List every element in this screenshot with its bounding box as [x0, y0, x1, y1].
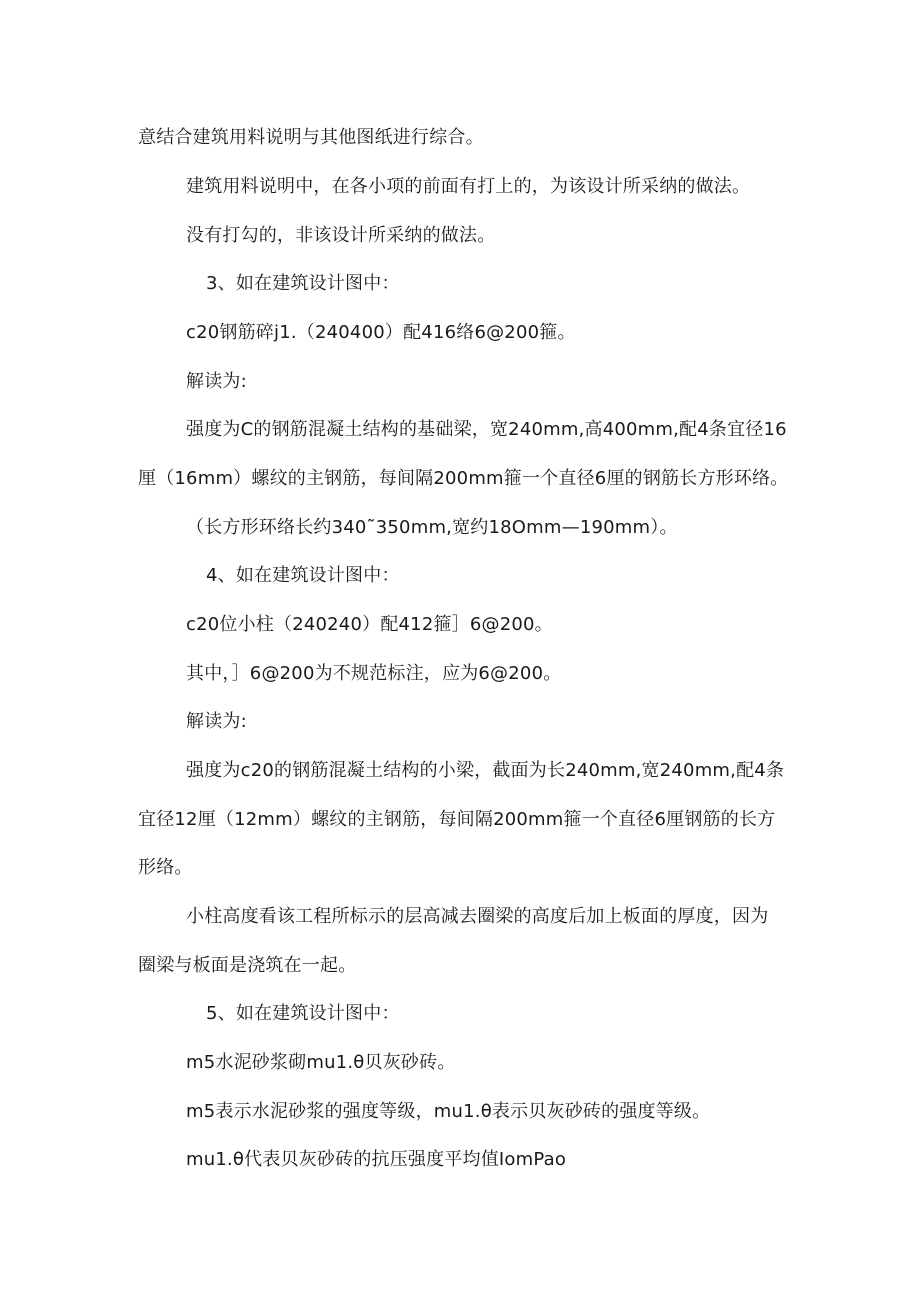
text-line-1: 意结合建筑用料说明与其他图纸进行综合。	[138, 127, 484, 148]
text-line-11: c20位小柱（240240）配412箍］6@200。	[186, 614, 553, 635]
section-heading-5: 5、如在建筑设计图中：	[206, 1003, 400, 1024]
text-line-15: 宜径12厘（12mm）螺纹的主钢筋，每间隔200mm箍一个直径6厘钢筋的长方	[138, 809, 776, 830]
text-line-21: m5表示水泥砂浆的强度等级，mu1.θ表示贝灰砂砖的强度等级。	[186, 1101, 711, 1122]
text-line-17: 小柱高度看该工程所标示的层高减去圈梁的高度后加上板面的厚度，因为	[186, 906, 769, 927]
text-line-16: 形络。	[138, 857, 193, 878]
text-line-3: 没有打勾的，非该设计所采纳的做法。	[186, 225, 496, 246]
text-line-12: 其中，］6@200为不规范标注，应为6@200。	[186, 663, 562, 684]
text-line-13: 解读为:	[186, 711, 247, 732]
text-line-2: 建筑用料说明中，在各小项的前面有打上的，为该设计所采纳的做法。	[186, 176, 751, 197]
text-line-5: c20钢筋碎j1.（240400）配416络6@200箍。	[186, 322, 576, 343]
text-line-20: m5水泥砂浆砌mu1.θ贝灰砂砖。	[186, 1052, 456, 1073]
text-line-8: 厘（16mm）螺纹的主钢筋，每间隔200mm箍一个直径6厘的钢筋长方形环络。	[138, 468, 789, 489]
text-line-22: mu1.θ代表贝灰砂砖的抗压强度平均值IomPao	[186, 1149, 567, 1170]
section-heading-4: 4、如在建筑设计图中：	[206, 565, 400, 586]
text-line-18: 圈梁与板面是浇筑在一起。	[138, 955, 357, 976]
text-line-14: 强度为c20的钢筋混凝土结构的小梁，截面为长240mm,宽240mm,配4条	[186, 760, 785, 781]
text-line-9: （长方形环络长约340˜350mm,宽约18Omm—190mm）。	[186, 517, 678, 538]
text-line-7: 强度为C的钢筋混凝土结构的基础梁，宽240mm,高400mm,配4条宜径16	[186, 419, 787, 440]
text-line-6: 解读为:	[186, 371, 247, 392]
section-heading-3: 3、如在建筑设计图中：	[206, 273, 400, 294]
